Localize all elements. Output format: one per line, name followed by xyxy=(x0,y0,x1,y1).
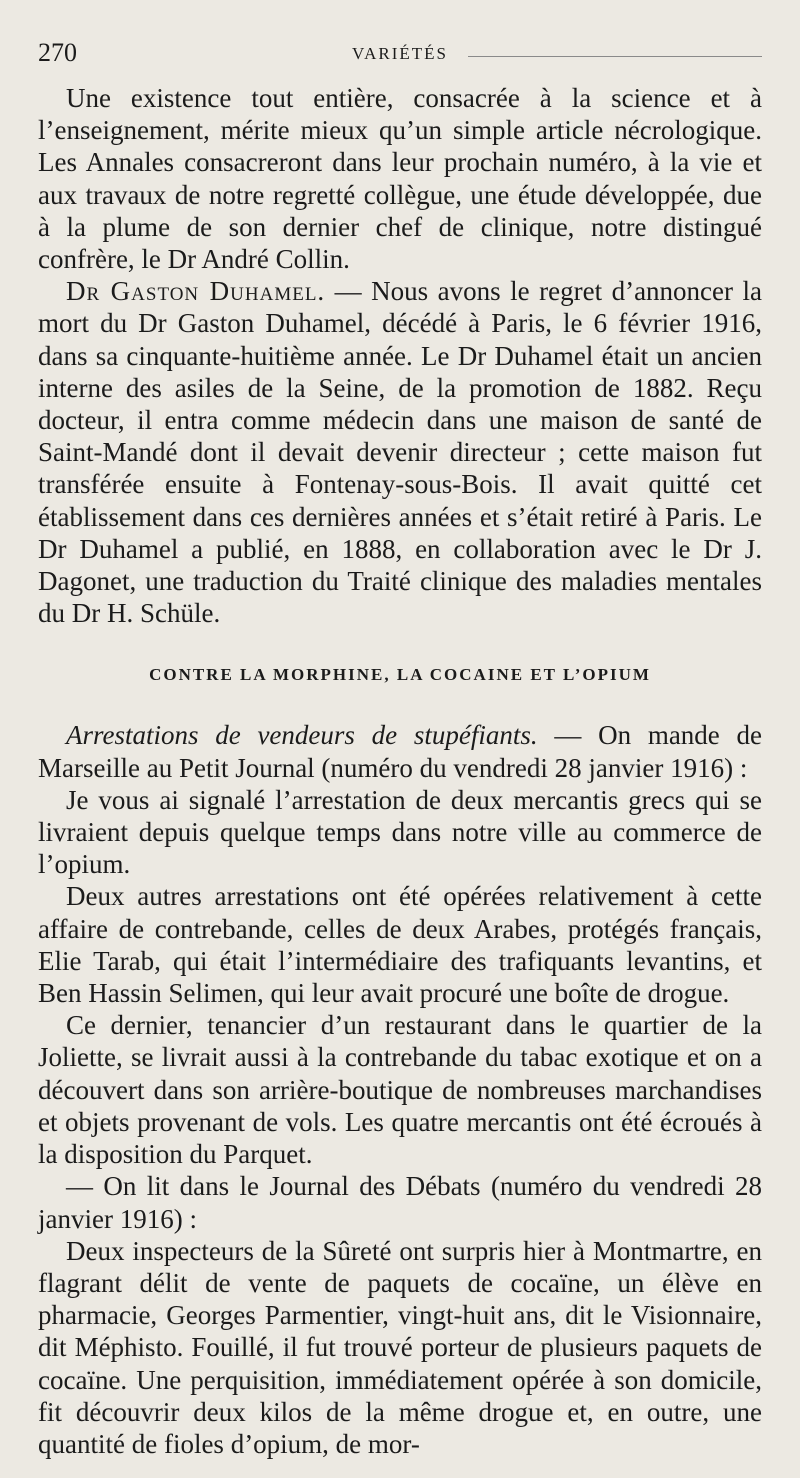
section-title: CONTRE LA MORPHINE, LA COCAINE ET L’OPIUM xyxy=(149,665,651,685)
running-head: VARIÉTÉS xyxy=(352,44,448,63)
paragraph-debats-quote: Deux inspecteurs de la Sûreté ont surpris hier à Montmartre, en flagrant délit de vente de paquets de cocaïne, un élève en pharmacie, Georges Parmentier, vingt-huit ans, dit le Visionnaire, dit Méphisto. Fouillé, il fut trouvé porteur de plusieurs paquets de cocaïne. Une perquisition, immédiatement opérée à son domicile, fit découvrir deux kilos de la même drogue et, en outre, une quantité de fioles d’opium, de mor- xyxy=(38,1235,762,1459)
page-number: 270 xyxy=(38,38,77,67)
paragraph-quote-1: Je vous ai signalé l’arrestation de deux mercantis grecs qui se livraient depuis quelque temps dans notre ville au commerce de l’opium. xyxy=(38,784,762,880)
arrests-intro-text: — On mande de Marseille au Petit Journal (numéro du vendredi 28 janvier 1916) : xyxy=(38,720,762,783)
paragraph-obituary-end: Une existence tout entière, consacrée à la science et à l’enseignement, mérite mieux qu’un simple article nécrologique. Les Annales consacreront dans leur prochain numéro, à la vie et aux travaux de notre regretté collègue, une étude développée, due à la plume de son dernier chef de clinique, notre distingué confrère, le Dr André Collin. xyxy=(38,83,762,275)
paragraph-quote-3: Ce dernier, tenancier d’un restaurant dans le quartier de la Joliette, se livrait aussi à la contrebande du tabac exotique et on a découvert dans son arrière-boutique de nombreuses marchandises et objets provenant de vols. Les quatre mercantis ont été écroués à la disposition du Parquet. xyxy=(38,1010,762,1170)
paragraph-debats-intro: — On lit dans le Journal des Débats (numéro du vendredi 28 janvier 1916) : xyxy=(38,1171,762,1234)
paragraph-arrests-intro xyxy=(38,719,762,783)
page-header xyxy=(38,38,762,72)
article-body xyxy=(38,82,762,1460)
duhamel-heading: Dr Gaston Duhamel. xyxy=(66,276,326,307)
paragraph-quote-2: Deux autres arrestations ont été opérées relativement à cette affaire de contrebande, celles de deux Arabes, protégés français, Elie Tarab, qui était l’intermédiaire des trafiquants levantins, et Ben Hassin Selimen, qui leur avait procuré une boîte de drogue. xyxy=(38,881,762,1009)
paragraph-duhamel xyxy=(38,275,762,629)
header-rule xyxy=(468,56,762,57)
arrests-heading: Arrestations de vendeurs de stupéfiants. xyxy=(66,720,538,751)
duhamel-text: — Nous avons le regret d’annoncer la mort du Dr Gaston Duhamel, décédé à Paris, le 6 février 1916, dans sa cinquante-huitième année. Le Dr Duhamel était un ancien interne des asiles de la Seine, de la promotion de 1882. Reçu docteur, il entra comme médecin dans une maison de santé de Saint-Mandé dont il devait devenir directeur ; cette maison fut transférée ensuite à Fontenay-sous-Bois. Il avait quitté cet établissement dans ces dernières années et s’était retiré à Paris. Le Dr Duhamel a publié, en 1888, en collaboration avec le Dr J. Dagonet, une traduction du Traité clinique des maladies mentales du Dr H. Schüle. xyxy=(38,276,762,629)
